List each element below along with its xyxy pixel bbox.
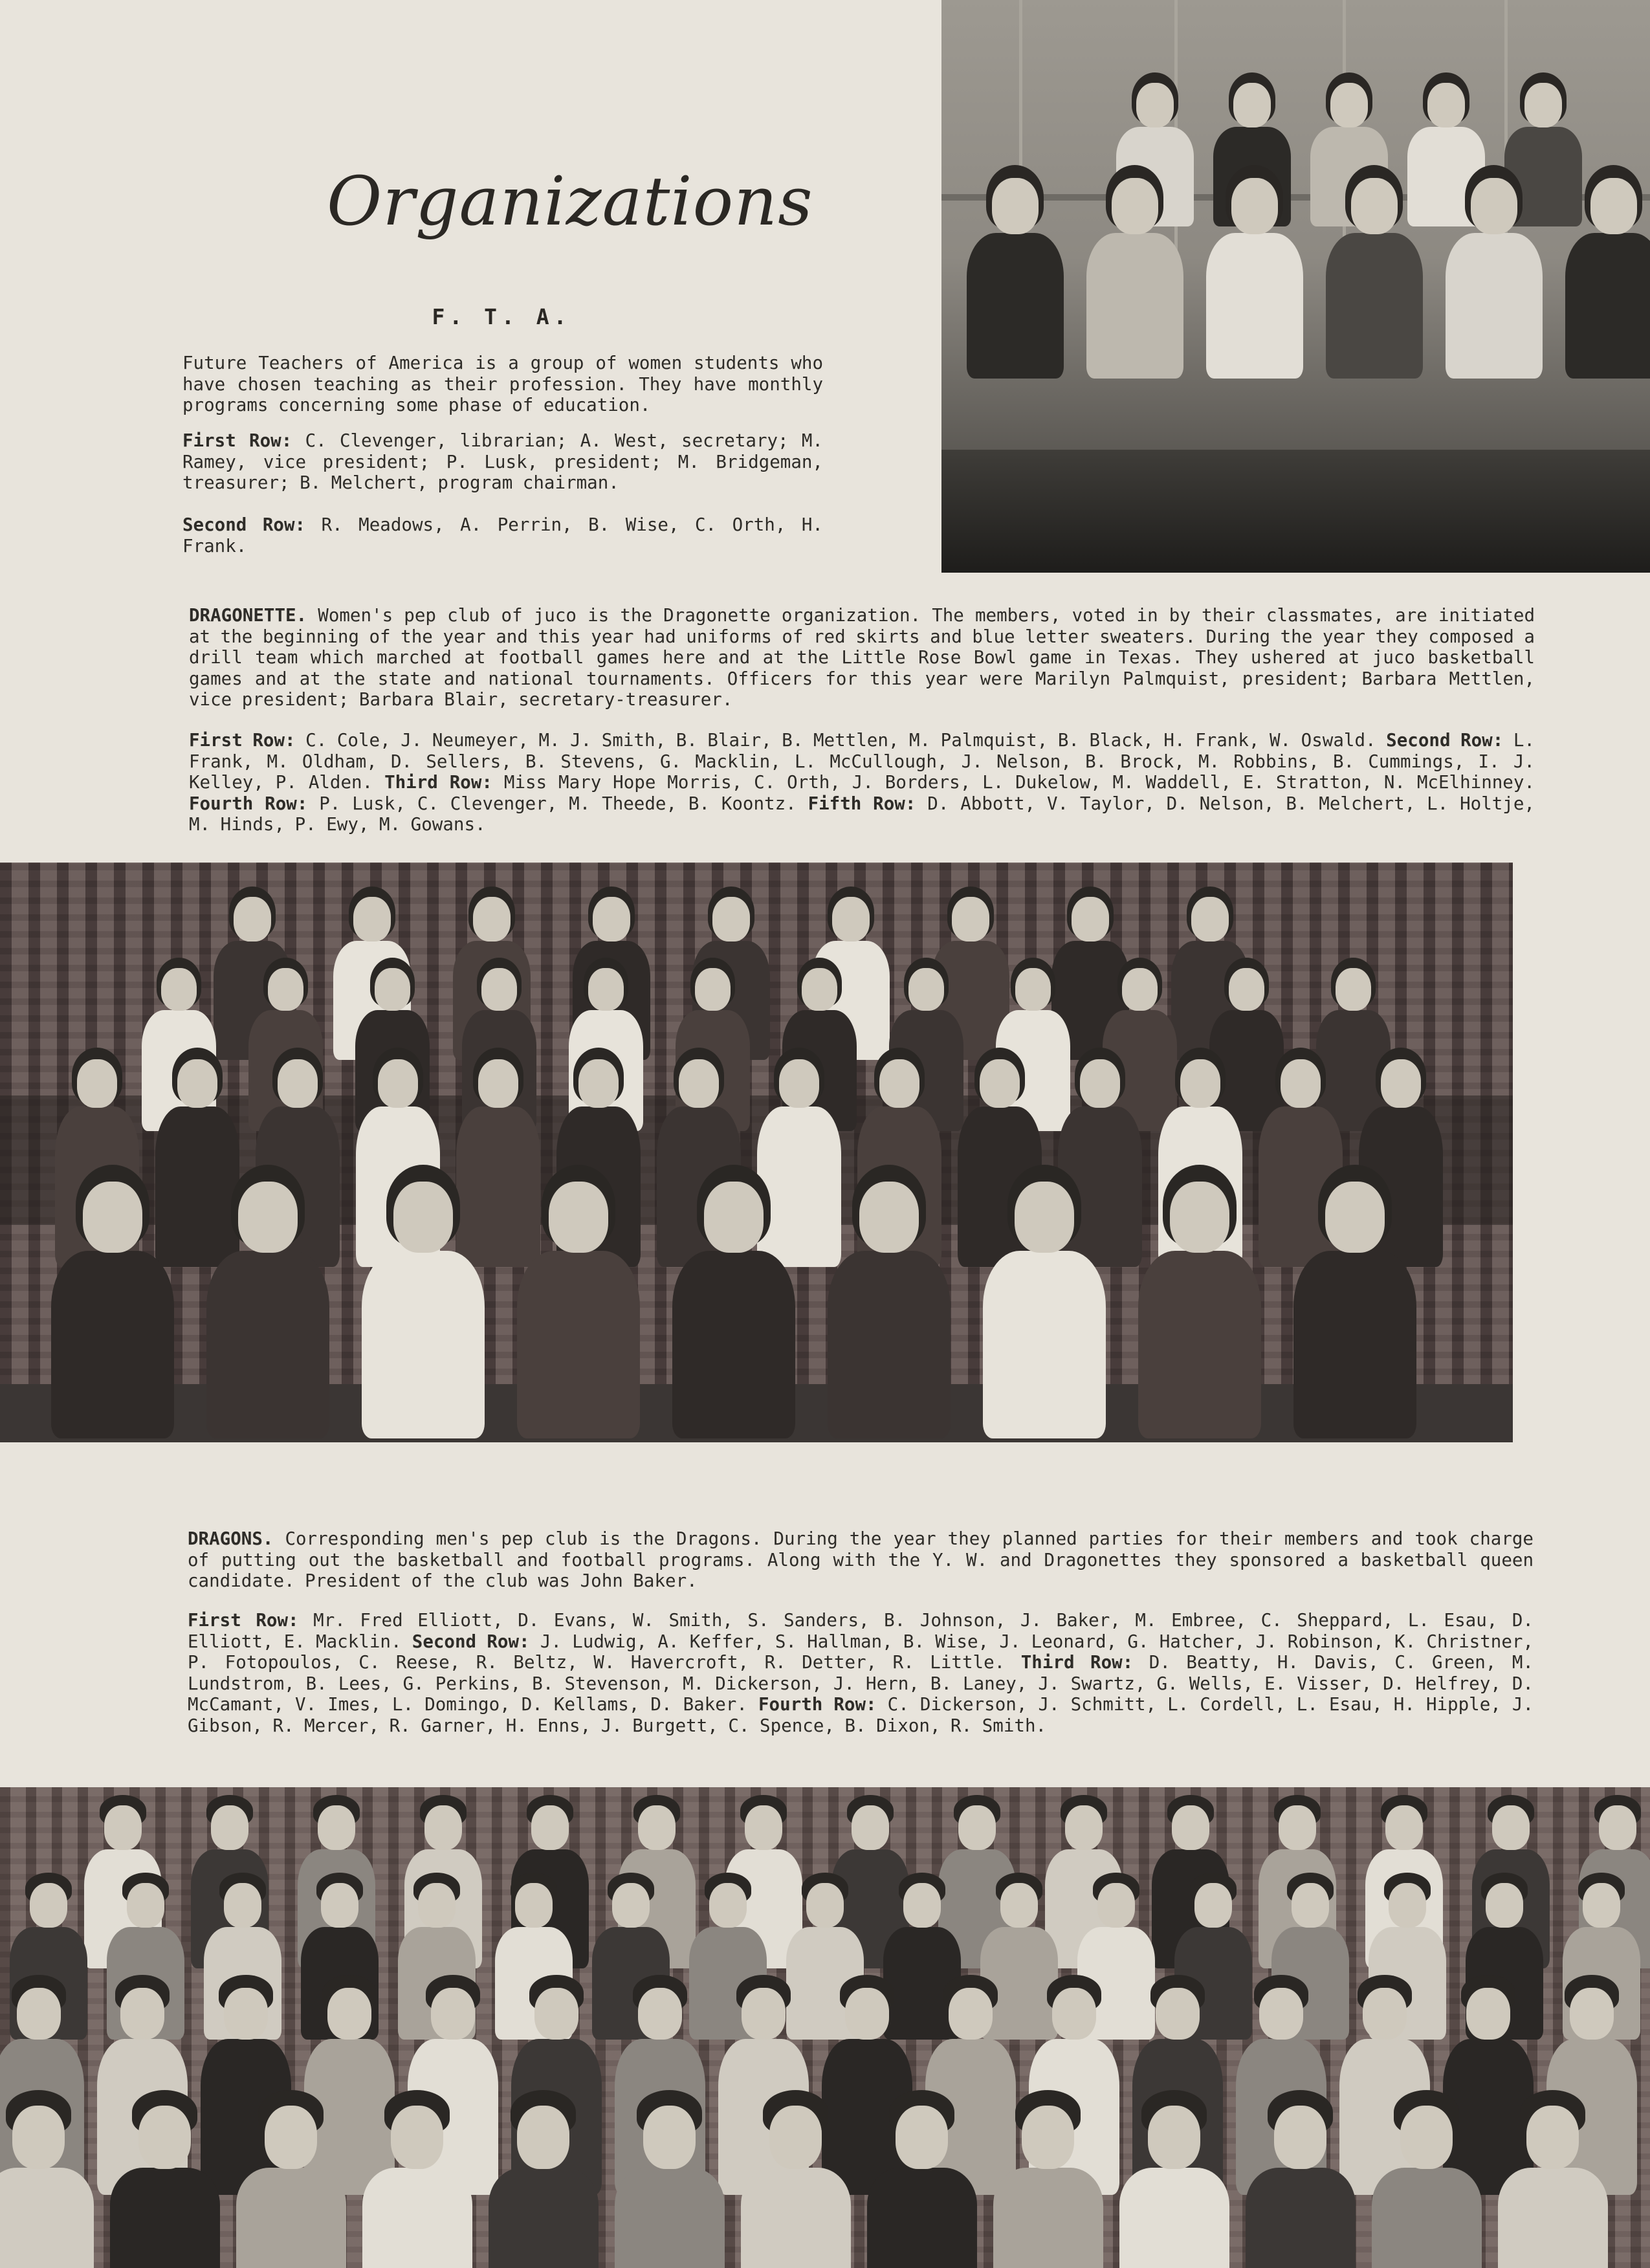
photo-figure [1293,1173,1416,1438]
dragonette-fourth-row-names: P. Lusk, C. Clevenger, M. Theede, B. Koontz. [319,793,797,814]
fta-description [182,353,823,416]
photo-figure [1446,171,1543,379]
dragonette-second-row-names: L. Frank, M. Oldham, D. Sellers, B. Stevens, G. Macklin, L. McCullough, J. Nelson, B. Brock, M. Robbins, B. Cummings, I. J. Kelley, P. Alden. [189,730,1535,793]
dragons-first-row-label: First Row: [188,1610,299,1631]
fta-description-text: Future Teachers of America is a group of women students who have chosen teaching as their profession. They have monthly programs concerning some phase of education. [182,353,823,415]
photo-figure [741,2098,851,2268]
photo-figure [1206,171,1303,379]
dragons-third-row-label: Third Row: [1020,1652,1134,1673]
fta-heading: F. T. A. [432,304,571,329]
photo-figure [0,2098,94,2268]
fta-group-photo [941,0,1650,573]
photo-figure [967,171,1064,379]
photo-figure [51,1173,174,1438]
dragonette-third-row-names: Miss Mary Hope Morris, C. Orth, J. Borders, L. Dukelow, M. Waddell, E. Stratton, N. McElhinney. [503,772,1535,793]
photo-figure [110,2098,220,2268]
dragonette-description-text: Women's pep club of juco is the Dragonette organization. The members, voted in by their classmates, are initiated at the beginning of the year and this year had uniforms of red skirts and blue letter sweaters. During the year they composed a drill team which marched at football games here and at the Little Rose Bowl game in Texas. They ushered at juco basketball games and at the state and national tournaments. Officers for this year were Marilyn Palmquist, president; Barbara Mettlen, vice president; Barbara Blair, secretary-treasurer. [189,605,1535,710]
photo-figure [983,1173,1106,1438]
dragonette-first-row-label: First Row: [189,730,296,751]
fta-second-row-names: R. Meadows, A. Perrin, B. Wise, C. Orth, H. Frank. [182,514,823,556]
dragonette-rows [189,730,1535,835]
photo-figure [517,1173,640,1438]
photo-figure [1119,2098,1229,2268]
fta-first-row-names: C. Clevenger, librarian; A. West, secretary; M. Ramey, vice president; P. Lusk, president; M. Bridgeman, treasurer; B. Melchert, program chairman. [182,430,823,493]
photo-figure [615,2098,725,2268]
fta-first-row-label: First Row: [182,430,292,451]
photo-figure [362,1173,485,1438]
photo-figure [206,1173,329,1438]
photo-figure [1086,171,1183,379]
dragons-description-text: Corresponding men's pep club is the Dragons. During the year they planned parties for their members and took charge of putting out the basketball and football programs. Along with the Y. W. and Dragonettes they sponsored a basketball queen candidate. President of the club was John Baker. [188,1528,1534,1591]
photo-figure [1246,2098,1356,2268]
dragonette-fourth-row-label: Fourth Row: [189,793,308,814]
photo-figure [1326,171,1423,379]
dragons-name: DRAGONS. [188,1528,274,1549]
dragonette-description [189,605,1535,710]
dragons-first-row-names: Mr. Fred Elliott, D. Evans, W. Smith, S. Sanders, B. Johnson, J. Baker, M. Embree, C. Sheppard, L. Esau, D. Elliott, E. Macklin. [188,1610,1534,1652]
dragons-fourth-row-label: Fourth Row: [758,1694,877,1715]
photo-figure [489,2098,599,2268]
page-title: Organizations [327,162,813,241]
dragonette-fifth-row-names: D. Abbott, V. Taylor, D. Nelson, B. Melchert, L. Holtje, M. Hinds, P. Ewy, M. Gowans. [189,793,1535,835]
photo-figure [993,2098,1103,2268]
photo-figure [1565,171,1650,379]
photo-figure [867,2098,977,2268]
fta-second-row-label: Second Row: [182,514,306,535]
dragons-rows [188,1610,1534,1736]
fta-second-row [182,514,823,556]
dragonette-first-row-names: C. Cole, J. Neumeyer, M. J. Smith, B. Blair, B. Mettlen, M. Palmquist, B. Black, H. Frank, W. Oswald. [305,730,1376,751]
dragonette-second-row-label: Second Row: [1386,730,1504,751]
photo-figure [828,1173,951,1438]
photo-figure [672,1173,795,1438]
photo-figure [236,2098,346,2268]
dragonette-fifth-row-label: Fifth Row: [808,793,916,814]
photo-figure [362,2098,472,2268]
dragonette-third-row-label: Third Row: [384,772,492,793]
photo-figure [1498,2098,1608,2268]
photo-figure [1138,1173,1261,1438]
fta-first-row [182,430,823,494]
dragons-group-photo [0,1787,1650,2268]
dragons-second-row-names: J. Ludwig, A. Keffer, S. Hallman, B. Wise, J. Leonard, G. Hatcher, J. Robinson, K. Christner, P. Fotopoulos, C. Reese, R. Beltz, W. Havercroft, R. Detter, R. Little. [188,1631,1534,1673]
dragonette-name: DRAGONETTE. [189,605,307,626]
dragons-third-row-names: D. Beatty, H. Davis, C. Green, M. Lundstrom, B. Lees, G. Perkins, B. Stevenson, M. Dickerson, J. Hern, B. Laney, J. Swartz, G. Wells, E. Visser, D. Helfrey, D. McCamant, V. Imes, L. Domingo, D. Kellams, D. Baker. [188,1652,1534,1715]
photo-figure [1372,2098,1482,2268]
dragons-description [188,1528,1534,1592]
dragons-fourth-row-names: C. Dickerson, J. Schmitt, L. Cordell, L. Esau, H. Hipple, J. Gibson, R. Mercer, R. Garner, H. Enns, J. Burgett, C. Spence, B. Dixon, R. Smith. [188,1694,1534,1736]
dragons-second-row-label: Second Row: [412,1631,530,1652]
dragonette-group-photo [0,863,1513,1442]
